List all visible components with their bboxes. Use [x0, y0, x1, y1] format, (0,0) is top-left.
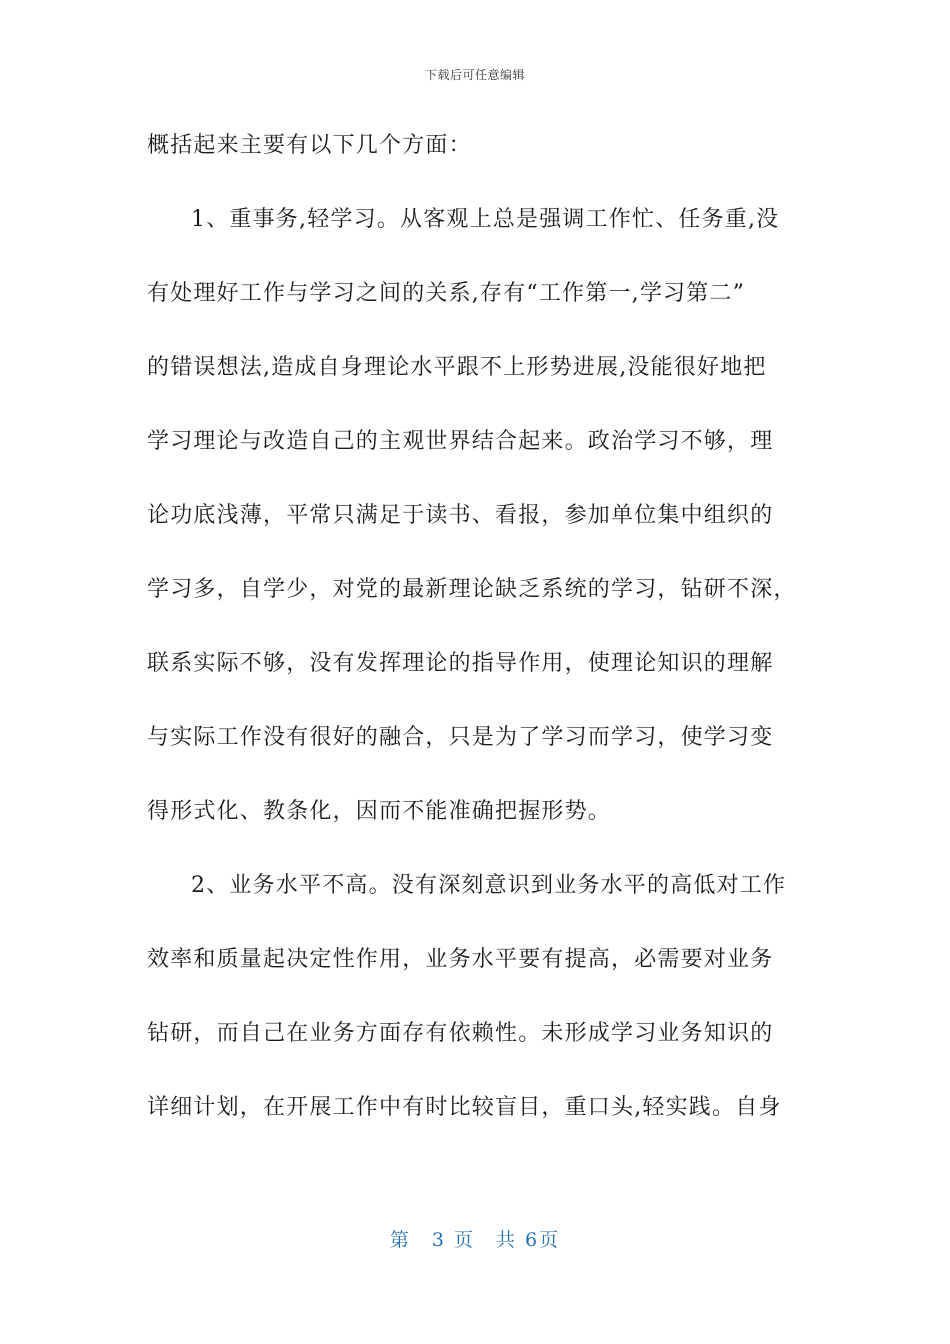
text-line: 论功底浅薄，平常只满足于读书、看报，参加单位集中组织的 — [147, 503, 774, 528]
document-body — [147, 124, 807, 1160]
text-line: 学习理论与改造自己的主观世界结合起来。政治学习不够，理 — [147, 429, 774, 454]
text-line-paragraph-start: 1、重事务,轻学习。从客观上总是强调工作忙、任务重,没 — [191, 207, 780, 232]
text-line: 效率和质量起决定性作用，业务水平要有提高，必需要对业务 — [147, 947, 774, 972]
text-line: 联系实际不够，没有发挥理论的指导作用，使理论知识的理解 — [147, 651, 774, 676]
text-line-paragraph-start: 2、业务水平不高。没有深刻意识到业务水平的高低对工作 — [191, 873, 787, 898]
page-number-footer: 第 3 页 共 6页 — [389, 1229, 561, 1251]
text-line: 学习多，自学少，对党的最新理论缺乏系统的学习，钻研不深， — [147, 577, 797, 602]
text-line: 概括起来主要有以下几个方面： — [147, 133, 472, 158]
text-line: 有处理好工作与学习之间的关系,存有“工作第一,学习第二” — [147, 281, 746, 306]
text-line: 的错误想法,造成自身理论水平跟不上形势进展,没能很好地把 — [147, 355, 767, 380]
text-line: 钻研，而自己在业务方面存有依赖性。未形成学习业务知识的 — [147, 1021, 774, 1046]
header-note: 下载后可任意编辑 — [424, 68, 525, 82]
text-line: 得形式化、教条化，因而不能准确把握形势。 — [147, 799, 612, 824]
text-line: 详细计划，在开展工作中有时比较盲目，重口头,轻实践。自身 — [147, 1095, 782, 1120]
text-line: 与实际工作没有很好的融合，只是为了学习而学习，使学习变 — [147, 725, 774, 750]
